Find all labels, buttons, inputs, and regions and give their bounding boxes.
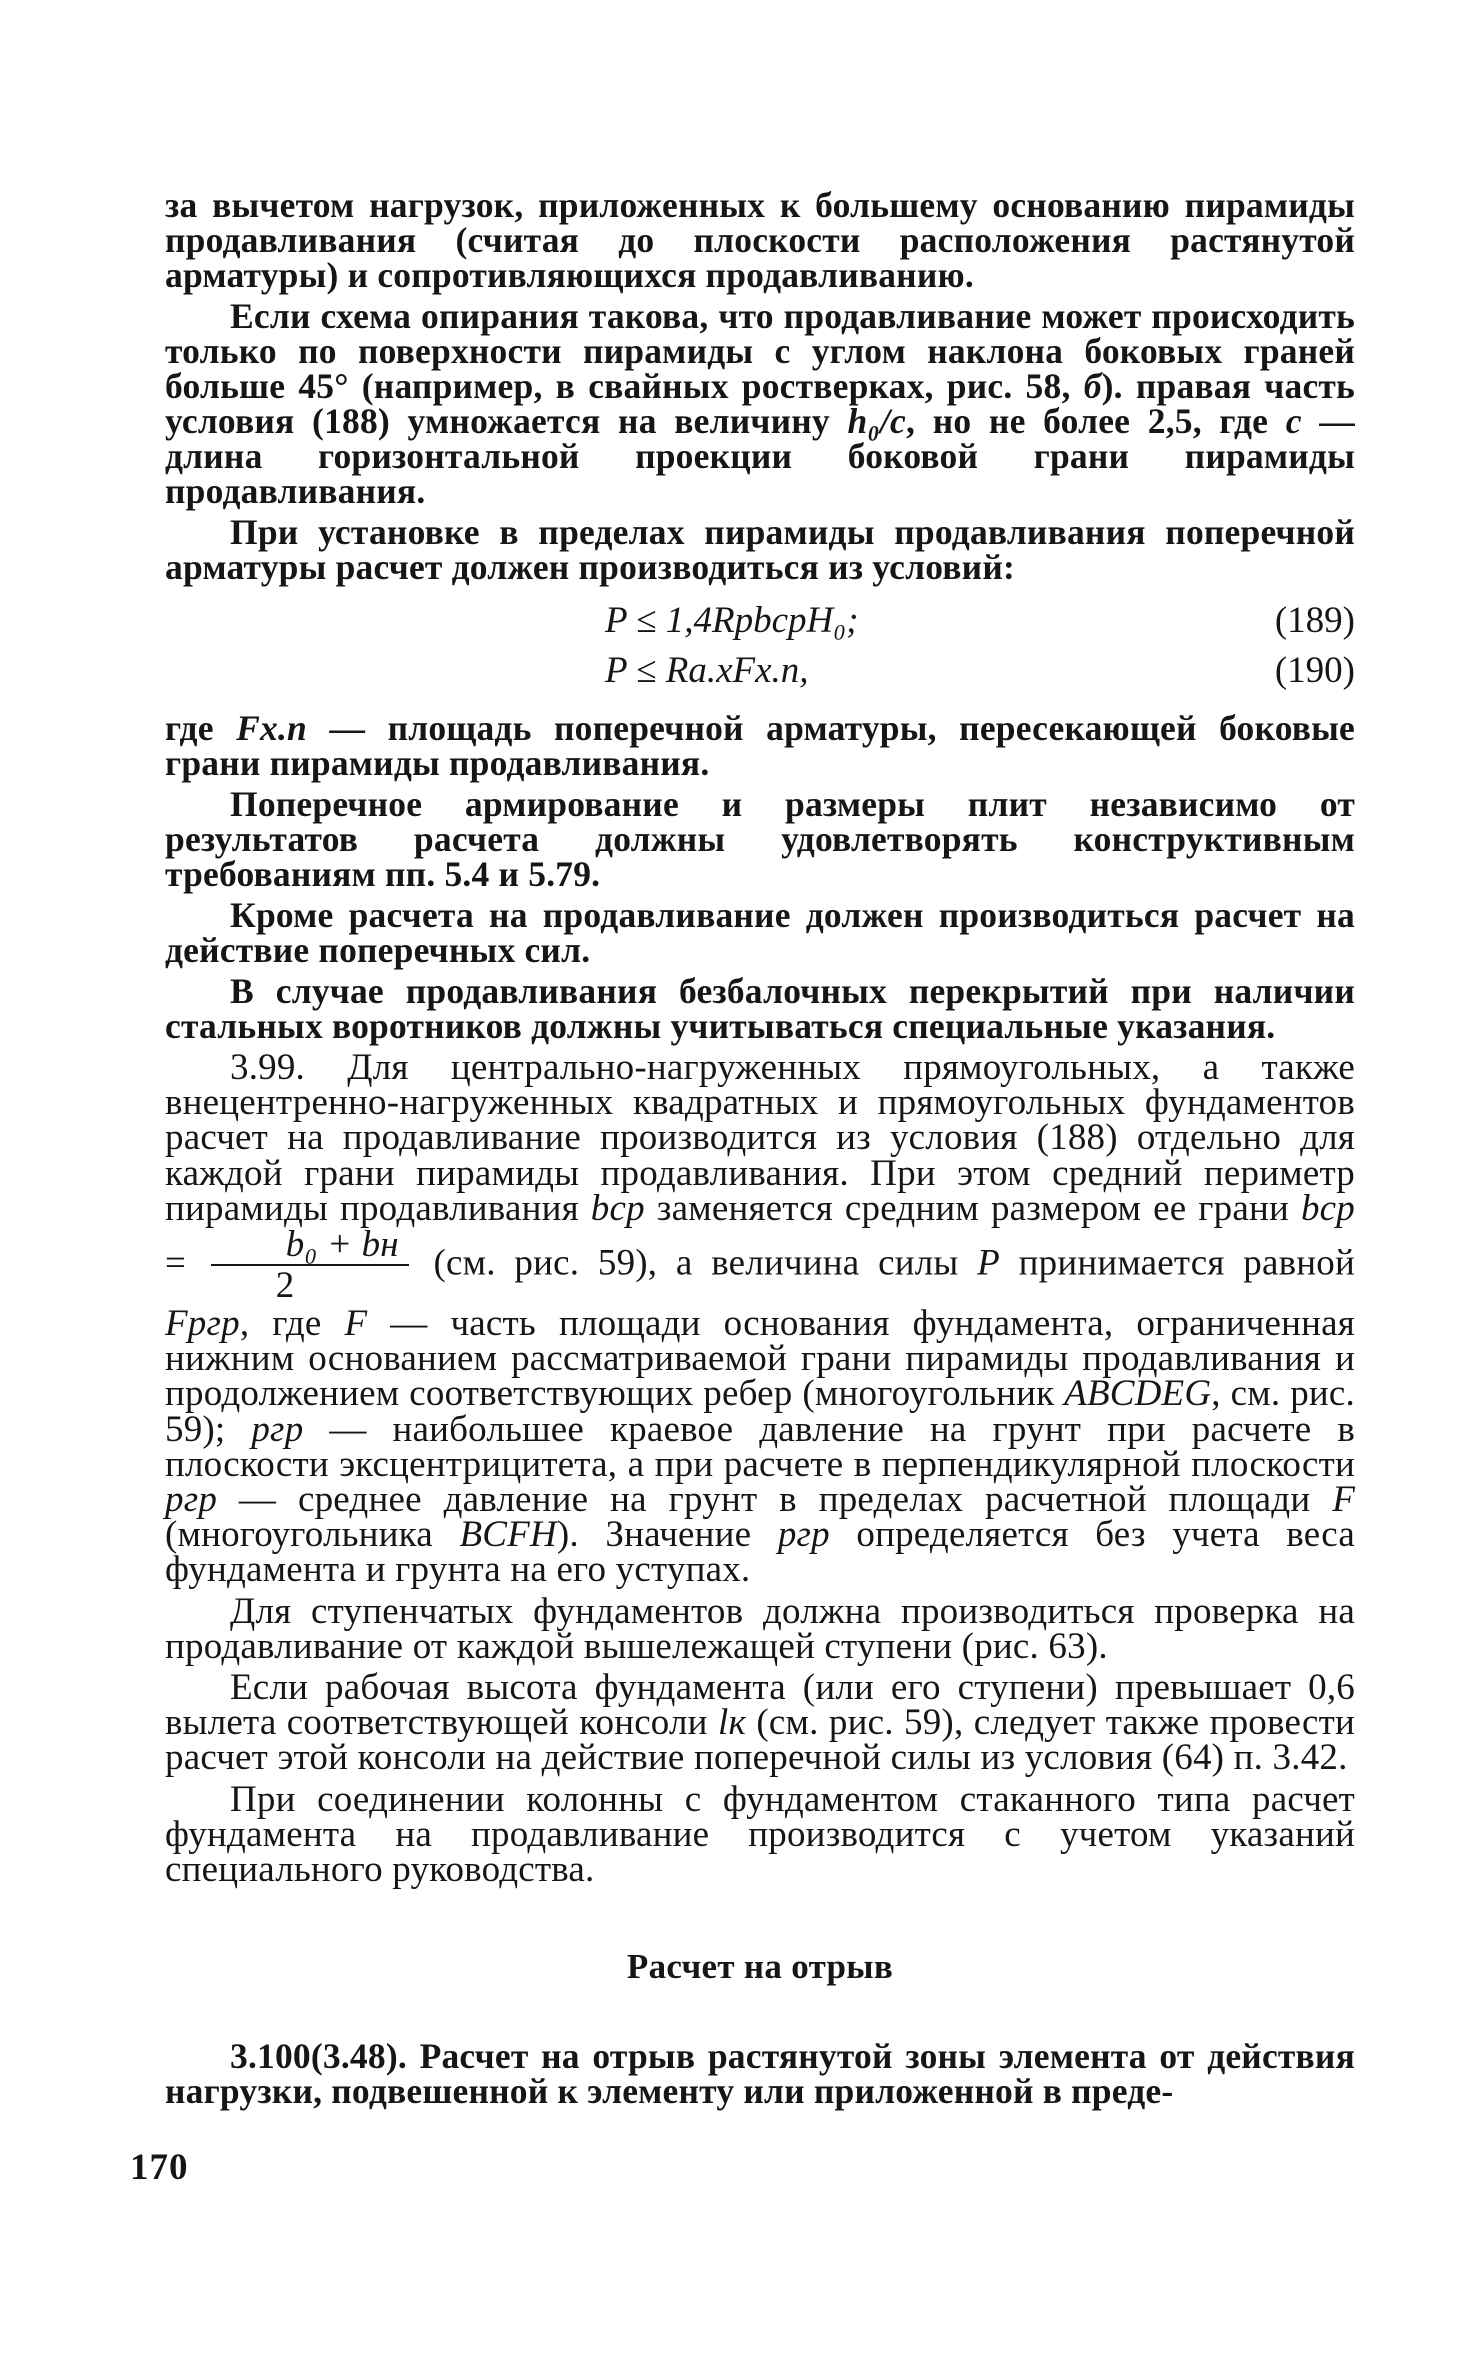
paragraph-beamless-floors: В случае продавливания безбалочных перекрытий при наличии стальных воротников должны учитываться специальные указания. xyxy=(165,971,1355,1046)
paragraph-where-fxp: где Fх.п — площадь поперечной арматуры, пересекающей боковые грани пирамиды продавливания. xyxy=(165,708,1356,783)
paragraph-transverse-reinforcement: При установке в пределах пирамиды продавливания поперечной арматуры расчет должен производиться из условий: xyxy=(165,512,1355,587)
paragraph-continuation: за вычетом нагрузок, приложенных к большему основанию пирамиды продавливания (считая до плоскости расположения растянутой арматуры) и сопротивляющихся продавливанию. xyxy=(165,185,1355,295)
paragraph-glass-type: При соединении колонны с фундаментом стаканного типа расчет фундамента на продавливание производится с учетом указаний специального руководства. xyxy=(165,1778,1355,1891)
equation-189-number: (189) xyxy=(1274,600,1355,641)
paragraph-support-scheme: Если схема опирания такова, что продавливание может происходить только по поверхности пирамиды с углом наклона боковых граней больше 45° (например, в свайных ростверках, рис. 58, б). правая часть условия (188) умножается на величину h₀/c, но не более 2,5, где c — длина горизонтальной проекции боковой грани пирамиды продавливания. xyxy=(165,296,1356,511)
paragraph-working-height: Если рабочая высота фундамента (или его ступени) превышает 0,6 вылета соответствующей консоли lк (см. рис. 59), следует также провести расчет этой консоли на действие поперечной силы из условия (64) п. 3.42. xyxy=(165,1667,1355,1779)
equation-190-formula: P ≤ Rа.хFх.п, xyxy=(605,650,809,691)
paragraph-stepped-foundations: Для ступенчатых фундаментов должна производиться проверка на продавливание от каждой вышележащей ступени (рис. 63). xyxy=(165,1590,1355,1667)
page-number: 170 xyxy=(130,2147,189,2188)
section-heading: Расчет на отрыв xyxy=(626,1947,894,1987)
paragraph-shear-forces: Кроме расчета на продавливание должен производиться расчет на действие поперечных сил. xyxy=(165,895,1355,970)
equation-190 xyxy=(165,649,1355,693)
paragraph-constructive-requirements: Поперечное армирование и размеры плит независимо от результатов расчета должны удовлетворять конструктивным требованиям пп. 5.4 и 5.79. xyxy=(165,784,1355,894)
page-body xyxy=(165,185,1356,2112)
paragraph-3-100: 3.100(3.48). Расчет на отрыв растянутой зоны элемента от действия нагрузки, подвешенной к элементу или приложенной в преде- xyxy=(165,2036,1355,2112)
paragraph-3-99: 3.99. Для центрально-нагруженных прямоугольных, а также внецентренно-нагруженных квадратных и прямоугольных фундаментов расчет на продавливание производится из условия (188) отдельно для каждой грани пирамиды продавливания. При этом средний периметр пирамиды продавливания bср заменяется средним размером ее грани bср = $\frac{\text{b₀ + bн}}{2}$ (см. рис. 59), а величина силы P принимается равной Fpгр, где F — часть площади основания фундамента, ограниченная нижним основанием рассматриваемой грани пирамиды продавливания и продолжением соответствующих ребер (многоугольник ABCDEG, см. рис. 59); pгр — наибольшее краевое давление на грунт при расчете в плоскости эксцентрицитета, а при расчете в перпендикулярной плоскости pгр — среднее давление на грунт в пределах расчетной площади F (многоугольника BCFH). Значение pгр определяется без учета веса фундамента и грунта на его уступах. xyxy=(165,1047,1356,1591)
equation-189-formula: P ≤ 1,4RрbсрΗ₀; xyxy=(605,600,859,641)
fraction-b-average: $\frac{\text{b₀ + bн}}{2}$ xyxy=(211,1226,409,1306)
equation-189 xyxy=(165,599,1355,643)
equation-190-number: (190) xyxy=(1274,650,1355,691)
